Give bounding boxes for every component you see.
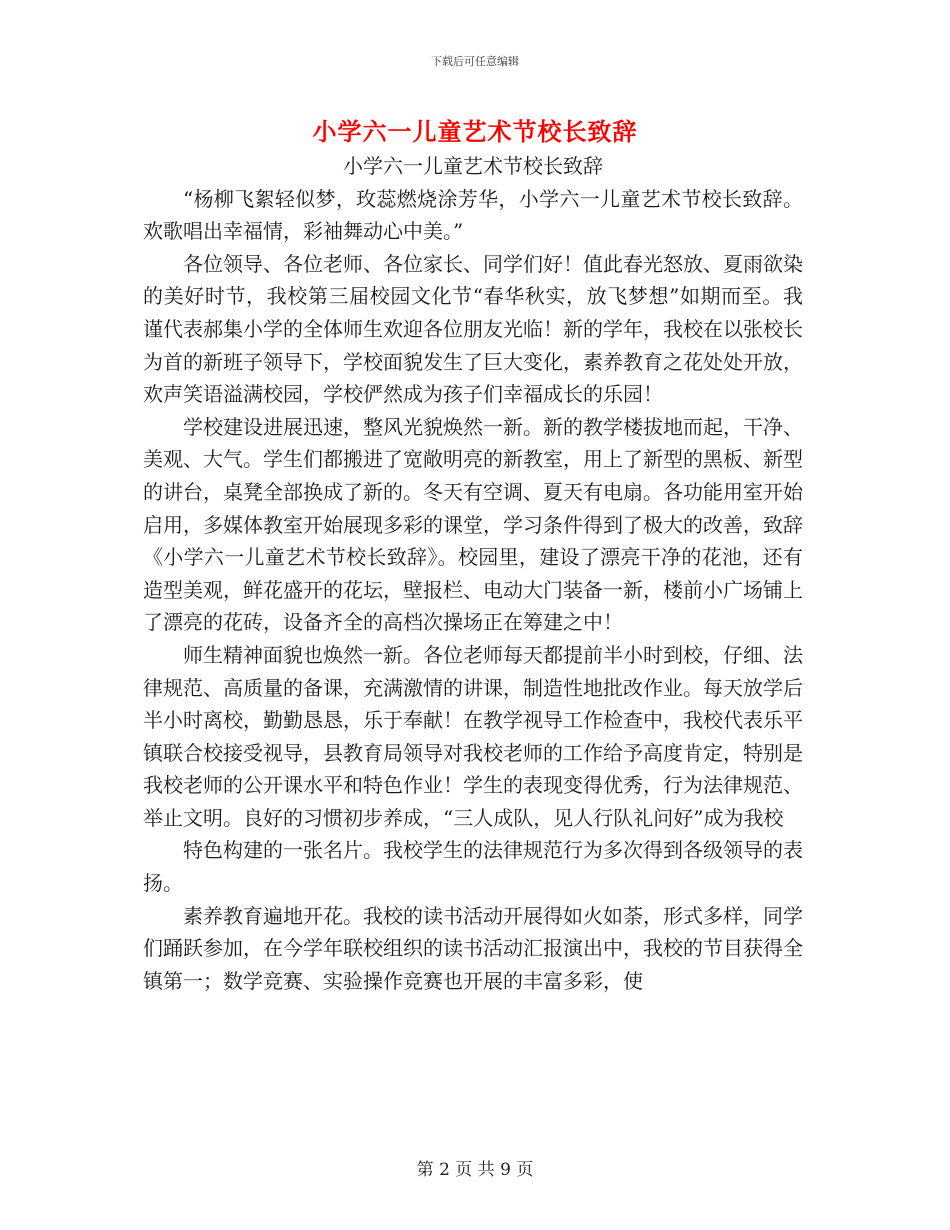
document-subtitle: 小学六一儿童艺术节校长致辞 — [343, 154, 603, 178]
paragraph-6: 素养教育遍地开花。我校的读书活动开展得如火如荼，形式多样，同学们踊跃参加，在今学年联校组织的读书活动汇报演出中，我校的节目获得全镇第一；数学竞赛、实验操作竞赛也开展的丰富多彩，使 — [143, 903, 803, 993]
paragraph-4: 师生精神面貌也焕然一新。各位老师每天都提前半小时到校，仔细、法律规范、高质量的备课，充满激情的讲课，制造性地批改作业。每天放学后半小时离校，勤勤恳恳，乐于奉献！在教学视导工作检查中，我校代表乐平镇联合校接受视导，县教育局领导对我校老师的工作给予高度肯定，特别是我校老师的公开课水平和特色作业！学生的表现变得优秀，行为法律规范、举止文明。良好的习惯初步养成，“三人成队，见人行队礼问好”成为我校 — [143, 642, 803, 830]
paragraph-2: 各位领导、各位老师、各位家长、同学们好！值此春光怒放、夏雨欲染的美好时节，我校第三届校园文化节“春华秋实，放飞梦想”如期而至。我谨代表郝集小学的全体师生欢迎各位朋友光临！新的学年，我校在以张校长为首的新班子领导下，学校面貌发生了巨大变化，素养教育之花处处开放，欢声笑语溢满校园，学校俨然成为孩子们幸福成长的乐园！ — [143, 251, 803, 407]
paragraph-1: “杨柳飞絮轻似梦，玫蕊燃烧涂芳华，小学六一儿童艺术节校长致辞。欢歌唱出幸福情，彩袖舞动心中美。” — [143, 186, 803, 244]
document-title: 小学六一儿童艺术节校长致辞 — [312, 118, 638, 146]
paragraph-3: 学校建设进展迅速，整风光貌焕然一新。新的教学楼拔地而起，干净、美观、大气。学生们都搬进了宽敞明亮的新教室，用上了新型的黑板、新型的讲台，桌凳全部换成了新的。冬天有空调、夏天有电扇。各功能用室开始启用，多媒体教室开始展现多彩的课堂，学习条件得到了极大的改善，致辞《小学六一儿童艺术节校长致辞》。校园里，建设了漂亮干净的花池，还有造型美观，鲜花盛开的花坛，壁报栏、电动大门装备一新，楼前小广场铺上了漂亮的花砖，设备齐全的高档次操场正在筹建之中！ — [143, 414, 803, 635]
page-footer: 第 2 页 共 9 页 — [416, 1160, 534, 1180]
paragraph-5: 特色构建的一张名片。我校学生的法律规范行为多次得到各级领导的表扬。 — [143, 838, 803, 896]
document-body — [143, 150, 803, 997]
header-note: 下载后可任意编辑 — [431, 55, 519, 68]
